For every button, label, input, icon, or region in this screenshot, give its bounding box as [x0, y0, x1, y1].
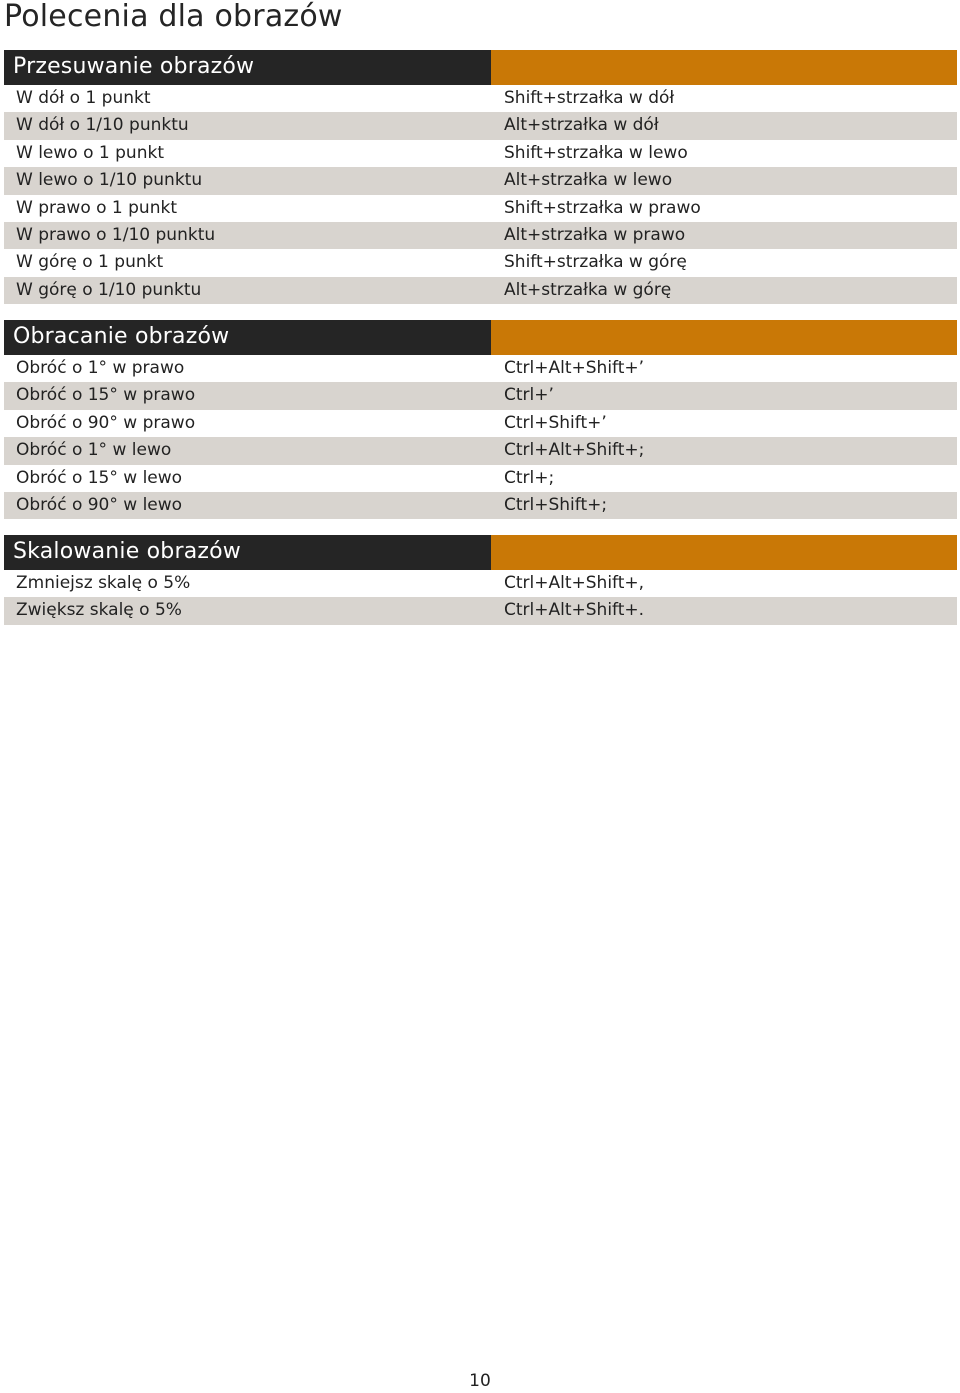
shortcut-keys: Ctrl+Alt+Shift+.: [504, 600, 645, 621]
shortcut-keys: Alt+strzałka w lewo: [504, 170, 673, 191]
section-heading: Obracanie obrazów: [4, 320, 491, 355]
shortcut-keys: Ctrl+’: [504, 385, 554, 406]
action-label: Obróć o 1° w prawo: [16, 358, 185, 378]
section-heading: Skalowanie obrazów: [4, 535, 491, 570]
shortcut-list: [4, 355, 957, 519]
shortcut-keys: Ctrl+Alt+Shift+,: [504, 573, 645, 593]
action-label: Obróć o 90° w prawo: [16, 412, 196, 433]
shortcut-row: [4, 597, 957, 624]
shortcut-list: [4, 85, 957, 304]
shortcut-row: [4, 195, 957, 222]
shortcut-keys: Ctrl+;: [504, 467, 555, 488]
section-rotating-images: [4, 320, 957, 519]
page-title: Polecenia dla obrazów: [4, 0, 343, 34]
shortcut-row: [4, 277, 957, 304]
shortcut-keys: Ctrl+Alt+Shift+’: [504, 358, 645, 378]
action-label: W lewo o 1 punkt: [16, 142, 164, 163]
shortcut-row: [4, 382, 957, 409]
shortcut-row: [4, 140, 957, 167]
action-label: Obróć o 15° w lewo: [16, 467, 183, 488]
action-label: W lewo o 1/10 punktu: [16, 170, 203, 191]
shortcut-row: [4, 570, 957, 597]
action-label: Zwiększ skalę o 5%: [16, 600, 182, 621]
section-header-accent-bar: [491, 320, 957, 355]
shortcut-keys: Ctrl+Shift+;: [504, 494, 608, 515]
shortcut-row: [4, 167, 957, 194]
section-header-accent-bar: [491, 50, 957, 85]
action-label: Obróć o 15° w prawo: [16, 385, 196, 406]
shortcut-keys: Alt+strzałka w prawo: [504, 224, 686, 245]
shortcut-keys: Ctrl+Alt+Shift+;: [504, 440, 645, 461]
section-scaling-images: [4, 535, 957, 625]
action-label: W dół o 1 punkt: [16, 88, 151, 108]
shortcut-keys: Shift+strzałka w lewo: [504, 142, 688, 163]
shortcut-row: [4, 112, 957, 139]
shortcut-row: [4, 410, 957, 437]
shortcut-keys: Shift+strzałka w górę: [504, 252, 687, 273]
shortcut-keys: Alt+strzałka w górę: [504, 279, 672, 300]
shortcut-row: [4, 465, 957, 492]
shortcut-keys: Shift+strzałka w dół: [504, 88, 675, 108]
shortcut-row: [4, 355, 957, 382]
action-label: Zmniejsz skalę o 5%: [16, 573, 191, 593]
shortcut-keys: Shift+strzałka w prawo: [504, 197, 701, 218]
section-header-accent-bar: [491, 535, 957, 570]
section-header: [4, 535, 957, 570]
section-header: [4, 320, 957, 355]
section-moving-images: [4, 50, 957, 304]
action-label: Obróć o 1° w lewo: [16, 440, 172, 461]
action-label: W górę o 1 punkt: [16, 252, 164, 273]
shortcut-row: [4, 222, 957, 249]
section-header: [4, 50, 957, 85]
action-label: W górę o 1/10 punktu: [16, 279, 202, 300]
shortcut-keys: Ctrl+Shift+’: [504, 412, 607, 433]
action-label: Obróć o 90° w lewo: [16, 494, 183, 515]
action-label: W prawo o 1 punkt: [16, 197, 177, 218]
shortcut-row: [4, 437, 957, 464]
action-label: W dół o 1/10 punktu: [16, 115, 189, 136]
shortcut-row: [4, 249, 957, 276]
page-number: 10: [469, 1371, 491, 1391]
shortcut-list: [4, 570, 957, 625]
shortcut-row: [4, 85, 957, 112]
shortcut-keys: Alt+strzałka w dół: [504, 115, 659, 136]
shortcut-row: [4, 492, 957, 519]
section-heading: Przesuwanie obrazów: [4, 50, 491, 85]
action-label: W prawo o 1/10 punktu: [16, 224, 216, 245]
